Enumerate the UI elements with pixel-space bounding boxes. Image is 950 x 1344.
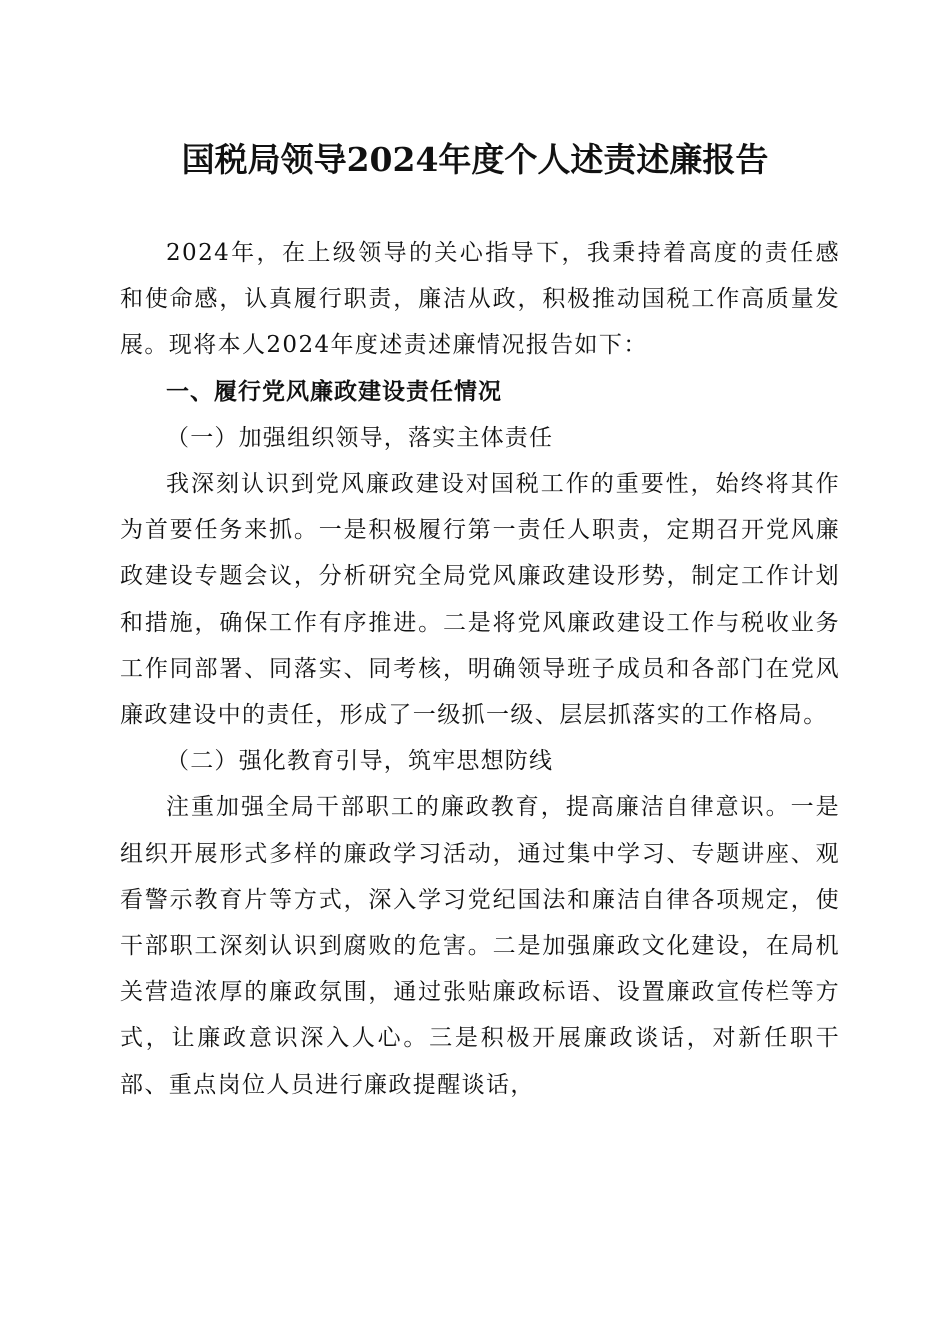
- intro-paragraph: 2024年，在上级领导的关心指导下，我秉持着高度的责任感和使命感，认真履行职责，廉洁从政，积极推动国税工作高质量发展。现将本人2024年度述责述廉情况报告如下：: [120, 240, 840, 359]
- subsection-body-2: 注重加强全局干部职工的廉政教育，提高廉洁自律意识。一是组织开展形式多样的廉政学习活动，通过集中学习、专题讲座、观看警示教育片等方式，深入学习党纪国法和廉洁自律各项规定，使干部职工深刻认识到腐败的危害。二是加强廉政文化建设，在局机关营造浓厚的廉政氛围，通过张贴廉政标语、设置廉政宣传栏等方式，让廉政意识深入人心。三是积极开展廉政谈话，对新任职干部、重点岗位人员进行廉政提醒谈话，: [120, 794, 840, 1098]
- subsection-body-1: 我深刻认识到党风廉政建设对国税工作的重要性，始终将其作为首要任务来抓。一是积极履行第一责任人职责，定期召开党风廉政建设专题会议，分析研究全局党风廉政建设形势，制定工作计划和措施，确保工作有序推进。二是将党风廉政建设工作与税收业务工作同部署、同落实、同考核，明确领导班子成员和各部门在党风廉政建设中的责任，形成了一级抓一级、层层抓落实的工作格局。: [120, 471, 840, 729]
- document-body: [120, 230, 840, 1108]
- document-title: 国税局领导2024年度个人述责述廉报告: [181, 140, 769, 179]
- subsection-heading-2: （二）强化教育引导，筑牢思想防线: [166, 748, 554, 775]
- subsection-heading-1: （一）加强组织领导，落实主体责任: [166, 424, 554, 451]
- section-heading: 一、履行党风廉政建设责任情况: [166, 378, 502, 405]
